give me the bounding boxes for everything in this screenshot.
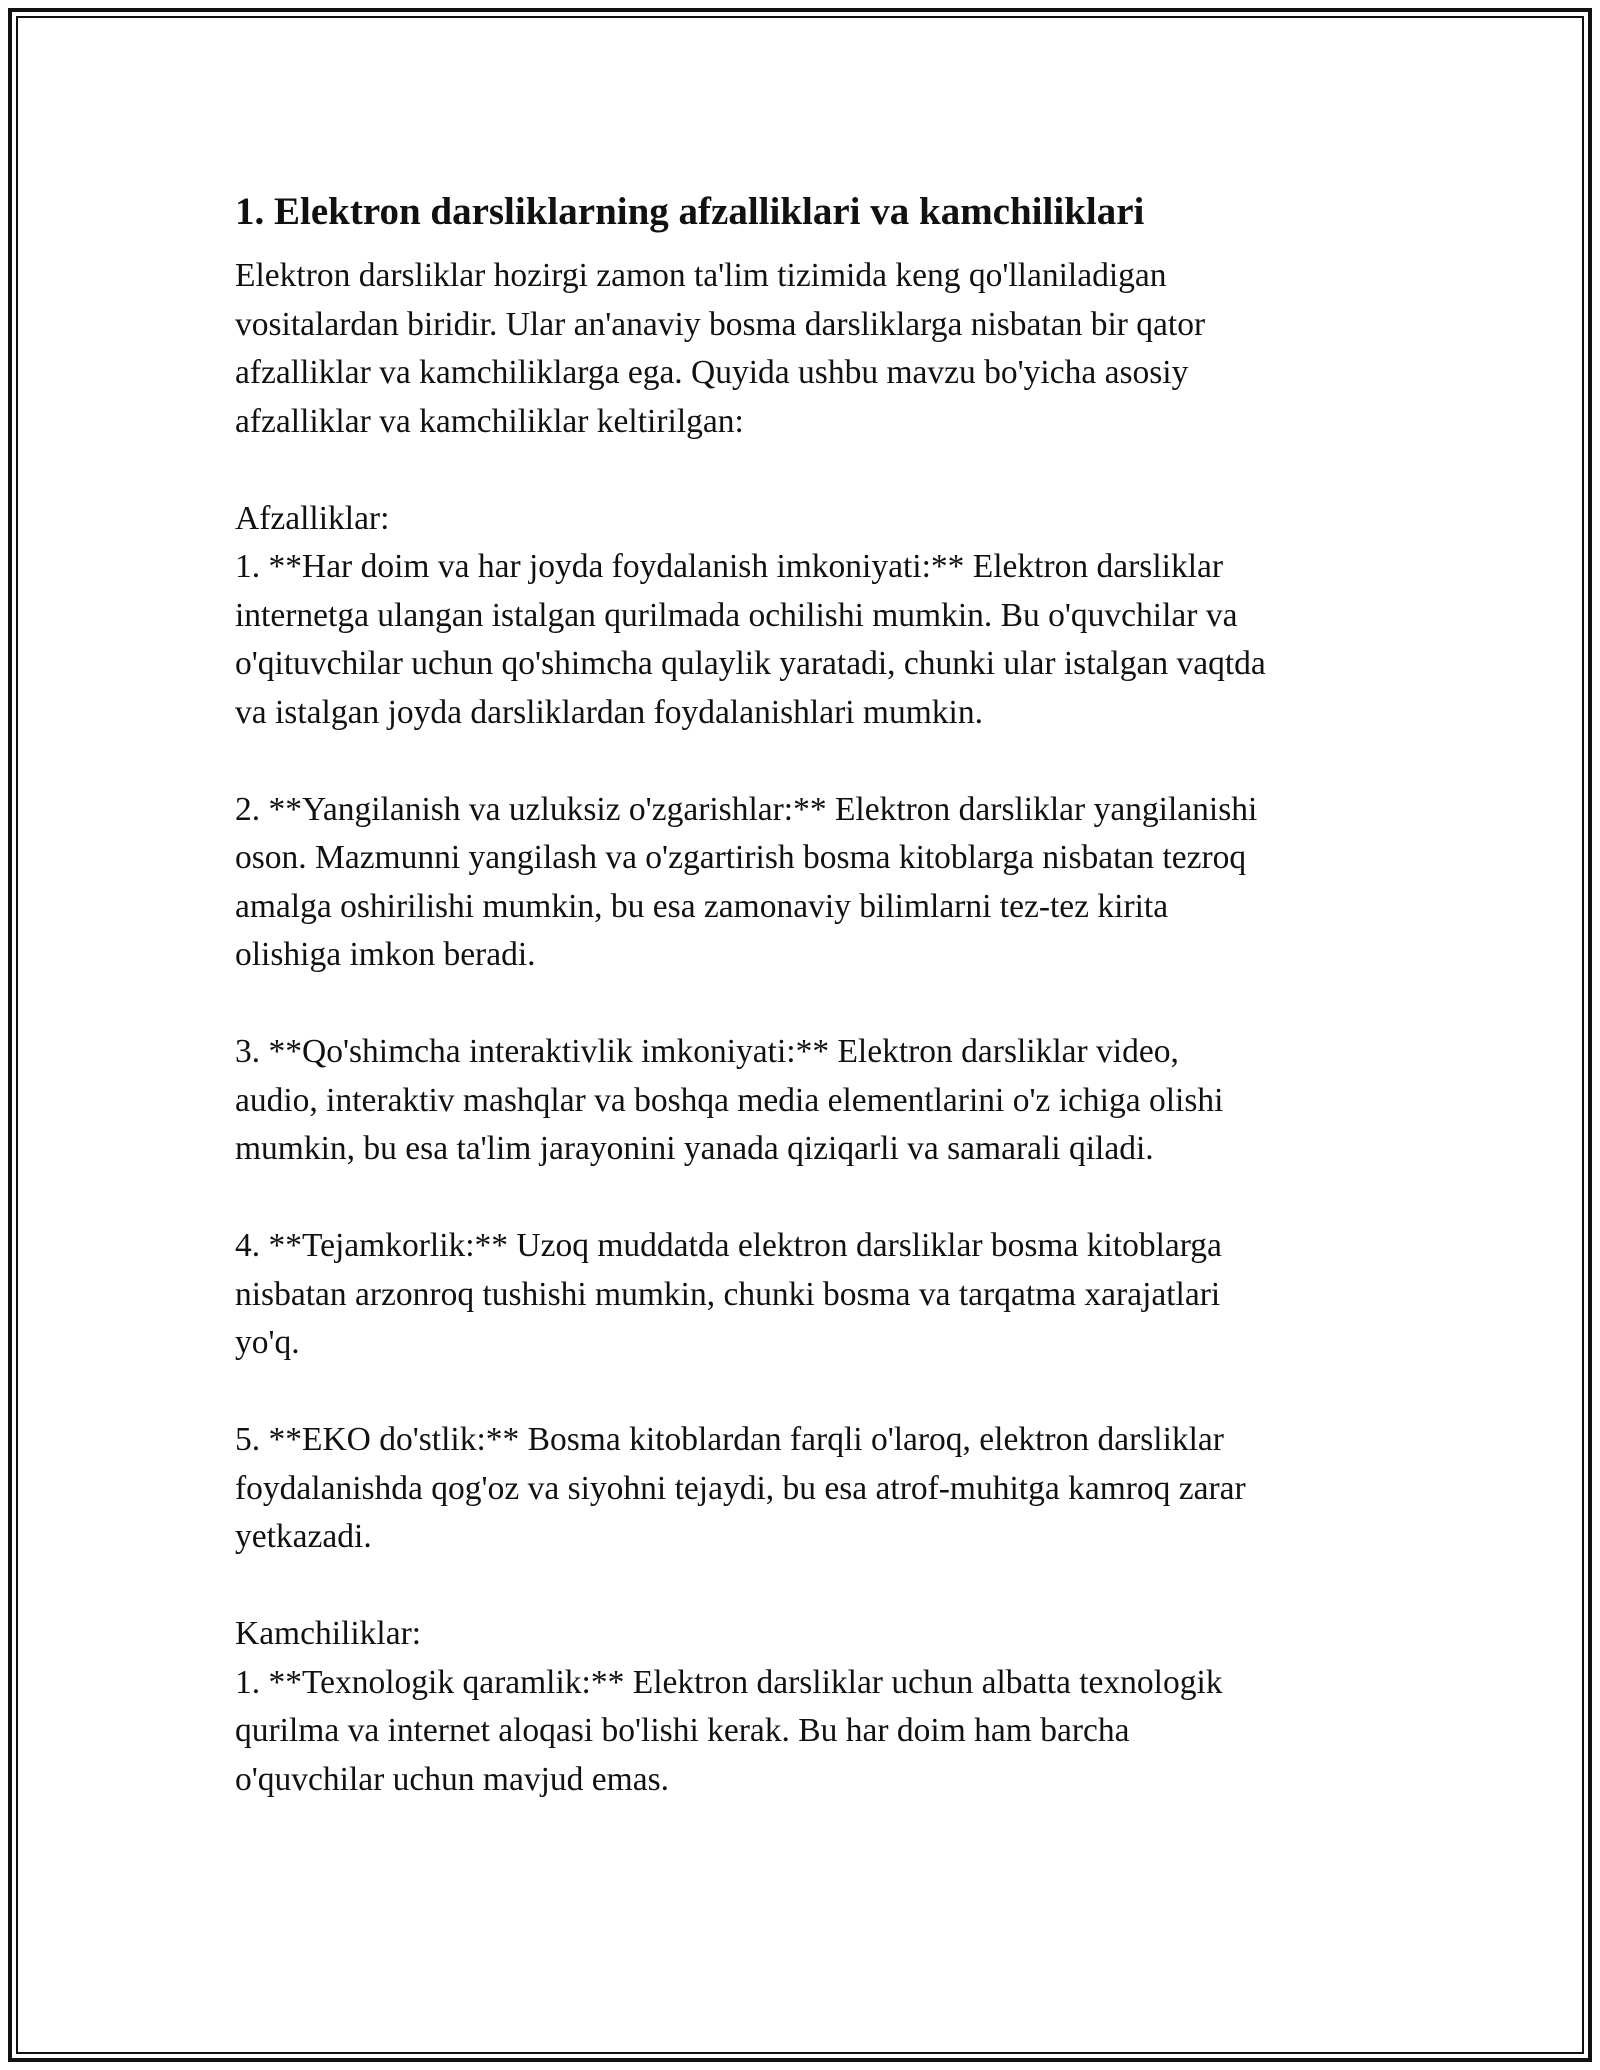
text-line: internetga ulangan istalgan qurilmada ochilishi mumkin. Bu o'quvchilar va	[235, 596, 1238, 634]
text-line: yo'q.	[235, 1324, 300, 1361]
text-line: Elektron darsliklar hozirgi zamon ta'lim tizimida keng qo'llaniladigan	[235, 257, 1167, 294]
text-line: qurilma va internet aloqasi bo'lishi kerak. Bu har doim ham barcha	[235, 1712, 1130, 1749]
advantages-heading: Afzalliklar:	[235, 499, 390, 537]
text-line: mumkin, bu esa ta'lim jarayonini yanada qiziqarli va samarali qiladi.	[235, 1130, 1154, 1167]
text-line: afzalliklar va kamchiliklarga ega. Quyida ushbu mavzu bo'yicha asosiy	[235, 354, 1189, 391]
text-line: oson. Mazmunni yangilash va o'zgartirish bosma kitoblarga nisbatan tezroq	[235, 839, 1247, 876]
text-line: 5. **EKO do'stlik:** Bosma kitoblardan farqli o'laroq, elektron darsliklar	[235, 1421, 1224, 1458]
text-line: amalga oshirilishi mumkin, bu esa zamonaviy bilimlarni tez-tez kirita	[235, 887, 1169, 925]
text-line: olishiga imkon beradi.	[235, 936, 536, 973]
disadvantages-heading: Kamchiliklar:	[235, 1615, 422, 1652]
text-line: 1. **Har doim va har joyda foydalanish imkoniyati:** Elektron darsliklar	[235, 548, 1224, 585]
text-line: o'quvchilar uchun mavjud emas.	[235, 1760, 669, 1798]
advantage-item-4	[235, 1222, 1385, 1368]
document-title: 1. Elektron darsliklarning afzalliklari va kamchiliklari	[235, 190, 1145, 233]
text-line: 2. **Yangilanish va uzluksiz o'zgarishlar:** Elektron darsliklar yangilanishi	[235, 790, 1258, 828]
advantage-item-5	[235, 1416, 1385, 1562]
text-line: yetkazadi.	[235, 1518, 372, 1555]
advantage-item-2	[235, 786, 1385, 980]
document-body	[235, 183, 1385, 1804]
advantages-section	[235, 495, 1385, 738]
text-line: nisbatan arzonroq tushishi mumkin, chunki bosma va tarqatma xarajatlari	[235, 1275, 1221, 1313]
text-line: 1. **Texnologik qaramlik:** Elektron darsliklar uchun albatta texnologik	[235, 1663, 1223, 1701]
text-line: o'qituvchilar uchun qo'shimcha qulaylik yaratadi, chunki ular istalgan vaqtda	[235, 645, 1266, 682]
text-line: vositalardan biridir. Ular an'anaviy bosma darsliklarga nisbatan bir qator	[235, 305, 1206, 343]
text-line: foydalanishda qog'oz va siyohni tejaydi, bu esa atrof-muhitga kamroq zarar	[235, 1469, 1246, 1507]
text-line: va istalgan joyda darsliklardan foydalanishlari mumkin.	[235, 693, 983, 731]
intro-paragraph	[235, 252, 1385, 446]
text-line: audio, interaktiv mashqlar va boshqa media elementlarini o'z ichiga olishi	[235, 1081, 1224, 1119]
text-line: 3. **Qo'shimcha interaktivlik imkoniyati:** Elektron darsliklar video,	[235, 1033, 1179, 1070]
advantage-item-3	[235, 1028, 1385, 1174]
disadvantages-section	[235, 1610, 1385, 1804]
text-line: 4. **Tejamkorlik:** Uzoq muddatda elektron darsliklar bosma kitoblarga	[235, 1227, 1222, 1264]
text-line: afzalliklar va kamchiliklar keltirilgan:	[235, 402, 744, 440]
